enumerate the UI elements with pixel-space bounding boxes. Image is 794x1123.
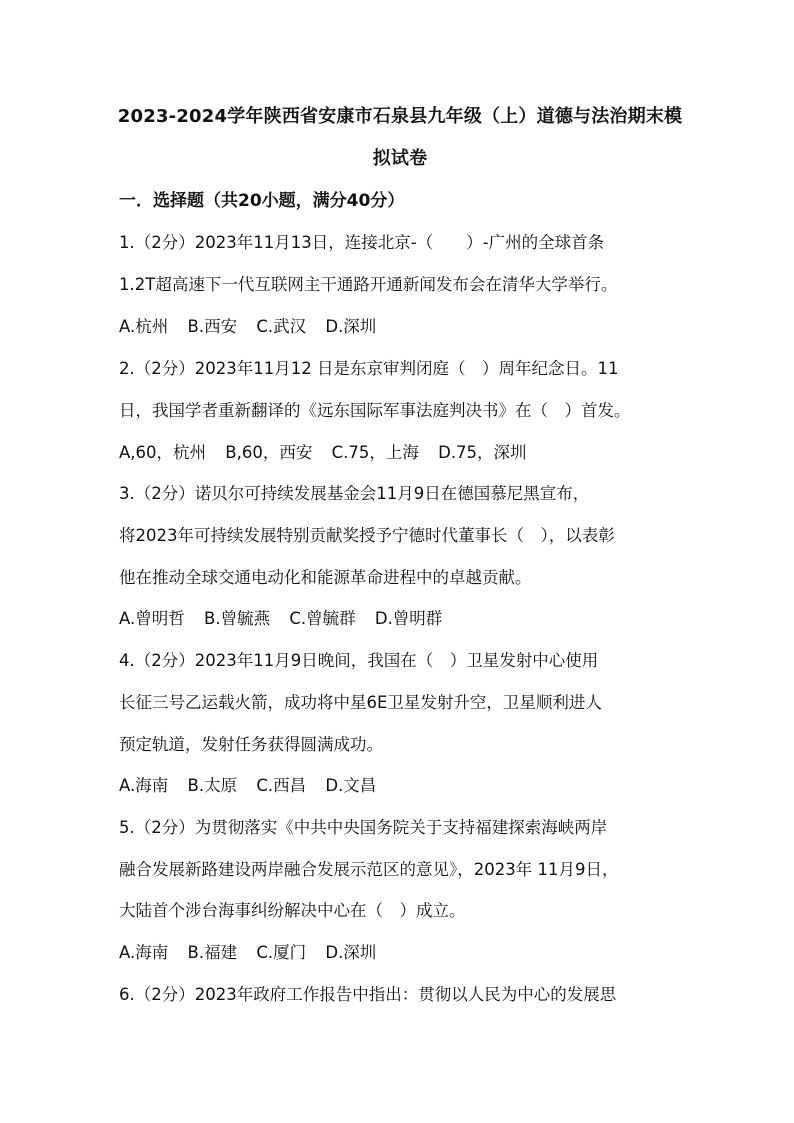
option-c: C.曾毓群 — [289, 609, 356, 628]
question-5-line-3: 大陆首个涉台海事纠纷解决中心在（ ）成立。 — [119, 901, 466, 920]
question-1-options — [119, 315, 390, 339]
option-d: D.深圳 — [325, 943, 377, 962]
question-6-line-1: 6.（2分）2023年政府工作报告中指出：贯彻以人民为中心的发展思 — [119, 985, 617, 1004]
question-1-line-1: 1.（2分）2023年11月13日，连接北京-（ ）-广州的全球首条 — [119, 233, 605, 252]
option-b: B.西安 — [187, 317, 238, 336]
question-2-line-1: 2.（2分）2023年11月12 日是东京审判闭庭（ ）周年纪念日。11 — [119, 359, 619, 378]
exam-title-line-1: 2023-2024学年陕西省安康市石泉县九年级（上）道德与法治期末模 — [117, 106, 683, 127]
question-3-line-2: 将2023年可持续发展特别贡献奖授予宁德时代董事长（ ），以表彰 — [119, 526, 615, 545]
question-3-line-1: 3.（2分）诺贝尔可持续发展基金会11月9日在德国慕尼黑宣布， — [119, 484, 590, 503]
option-a: A.杭州 — [119, 317, 169, 336]
option-b: B.太原 — [187, 776, 238, 795]
question-2-line-2: 日，我国学者重新翻译的《远东国际军事法庭判决书》在（ ）首发。 — [119, 401, 631, 420]
option-b: B.曾毓燕 — [204, 609, 271, 628]
question-5-line-1: 5.（2分）为贯彻落实《中共中央国务院关于支持福建探索海峡两岸 — [119, 818, 608, 837]
question-3-line-3: 他在推动全球交通电动化和能源革命进程中的卓越贡献。 — [119, 568, 532, 587]
question-4-line-3: 预定轨道，发射任务获得圆满成功。 — [119, 735, 383, 754]
option-a: A,60，杭州 — [119, 443, 207, 462]
question-5-options — [119, 941, 390, 965]
option-a: A.海南 — [119, 943, 169, 962]
question-3-options — [119, 607, 456, 631]
option-d: D.深圳 — [325, 317, 377, 336]
option-c: C.75，上海 — [331, 443, 419, 462]
option-a: A.曾明哲 — [119, 609, 185, 628]
option-d: D.75，深圳 — [438, 443, 527, 462]
option-d: D.文昌 — [325, 776, 377, 795]
question-4-options — [119, 774, 390, 798]
section-heading: 一．选择题（共20小题，满分40分） — [119, 191, 405, 211]
option-d: D.曾明群 — [374, 609, 443, 628]
question-2-options — [119, 441, 541, 465]
option-c: C.西昌 — [256, 776, 307, 795]
exam-title-line-2: 拟试卷 — [372, 148, 428, 169]
question-4-line-1: 4.（2分）2023年11月9日晚间，我国在（ ）卫星发射中心使用 — [119, 651, 599, 670]
question-4-line-2: 长征三号乙运载火箭，成功将中星6E卫星发射升空，卫星顺利进人 — [119, 693, 602, 712]
question-5-line-2: 融合发展新路建设两岸融合发展示范区的意见》，2023年 11月9日， — [119, 860, 619, 879]
option-b: B,60，西安 — [225, 443, 313, 462]
option-a: A.海南 — [119, 776, 169, 795]
question-1-line-2: 1.2T超高速下一代互联网主干通路开通新闻发布会在清华大学举行。 — [119, 275, 618, 294]
option-b: B.福建 — [187, 943, 238, 962]
option-c: C.武汉 — [256, 317, 307, 336]
option-c: C.厦门 — [256, 943, 307, 962]
